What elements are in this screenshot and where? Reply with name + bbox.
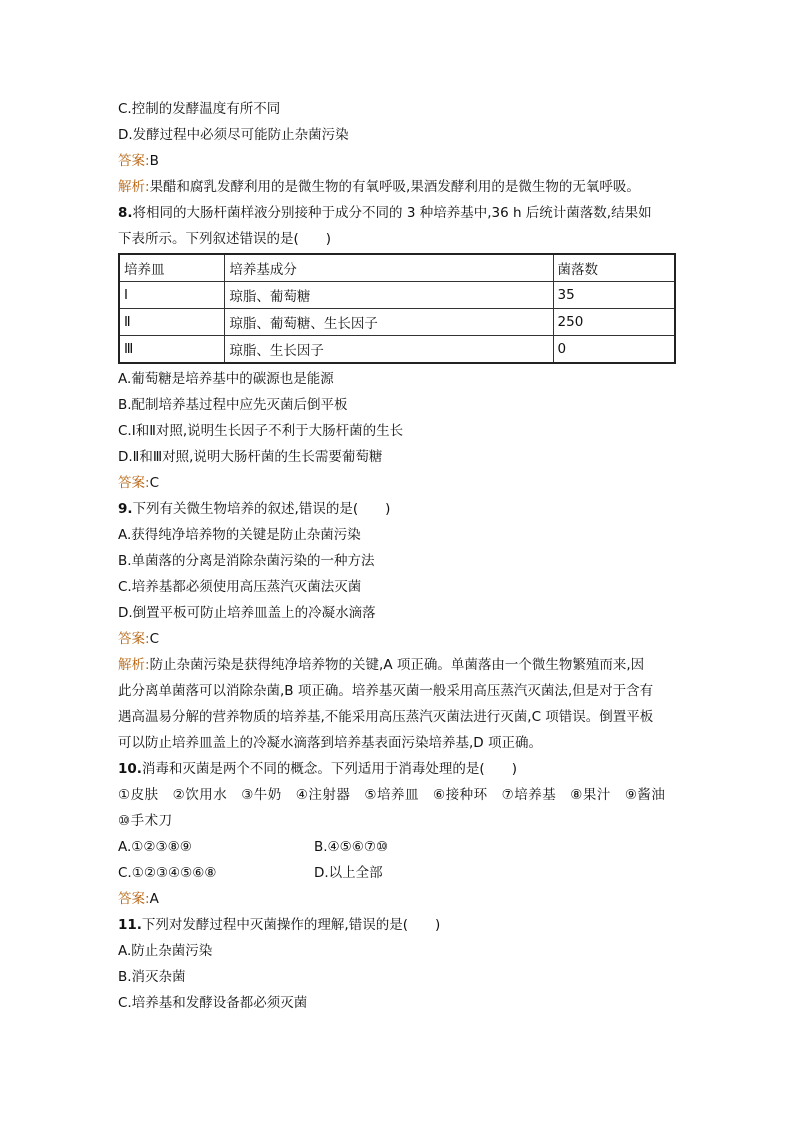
q10-items-line1: ①皮肤 ②饮用水 ③牛奶 ④注射器 ⑤培养皿 ⑥接种环 ⑦培养基 ⑧果汁 ⑨酱油 (118, 787, 666, 803)
table-cell: 0 (553, 336, 675, 364)
document-page (118, 96, 678, 1016)
q9-option-d: D.倒置平板可防止培养皿盖上的冷凝水滴落 (118, 605, 376, 621)
q10-stem (118, 756, 678, 782)
explain-text: 果醋和腐乳发酵利用的是微生物的有氧呼吸,果酒发酵利用的是微生物的无氧呼吸。 (149, 179, 640, 195)
q9-option-c: C.培养基都必须使用高压蒸汽灭菌法灭菌 (118, 579, 362, 595)
q11-option-b: B.消灭杂菌 (118, 969, 186, 985)
table-header-cell: 菌落数 (553, 254, 675, 282)
q10-options-row1 (118, 834, 678, 860)
table-cell: Ⅱ (119, 309, 225, 336)
stem-text: 下列有关微生物培养的叙述,错误的是( ) (132, 501, 391, 517)
q10-option-a: A.①②③⑧⑨ (118, 839, 192, 855)
q8-stem-line1 (118, 200, 678, 226)
q9-option-a: A.获得纯净培养物的关键是防止杂菌污染 (118, 527, 361, 543)
q8-option-d: D.Ⅱ和Ⅲ对照,说明大肠杆菌的生长需要葡萄糖 (118, 449, 383, 465)
table-row (119, 282, 675, 309)
answer-label: 答案: (118, 631, 150, 647)
culture-table (118, 253, 676, 364)
answer-value: A (149, 891, 159, 907)
table-header-cell: 培养皿 (119, 254, 225, 282)
question-number: 11. (118, 917, 142, 933)
q10-option-c: C.①②③④⑤⑥⑧ (118, 865, 217, 881)
q8-option-c: C.Ⅰ和Ⅱ对照,说明生长因子不利于大肠杆菌的生长 (118, 423, 404, 439)
table-cell: 35 (553, 282, 675, 309)
q7-answer (118, 148, 678, 174)
answer-label: 答案: (118, 153, 150, 169)
q11-option-a: A.防止杂菌污染 (118, 943, 213, 959)
table-row (119, 336, 675, 364)
q9-explanation-line2: 此分离单菌落可以消除杂菌,B 项正确。培养基灭菌一般采用高压蒸汽灭菌法,但是对于含有 (118, 683, 654, 699)
q9-explanation-line4: 可以防止培养皿盖上的冷凝水滴落到培养基表面污染培养基,D 项正确。 (118, 735, 542, 751)
q7-explanation (118, 174, 678, 200)
table-header-cell: 培养基成分 (225, 254, 553, 282)
q9-option-b: B.单菌落的分离是消除杂菌污染的一种方法 (118, 553, 375, 569)
stem-text: 消毒和灭菌是两个不同的概念。下列适用于消毒处理的是( ) (141, 761, 517, 777)
q8-stem-line2: 下表所示。下列叙述错误的是( ) (118, 231, 332, 247)
table-cell: Ⅰ (119, 282, 225, 309)
q8-option-a: A.葡萄糖是培养基中的碳源也是能源 (118, 371, 334, 387)
q10-options-row2 (118, 860, 678, 886)
q9-answer (118, 626, 678, 652)
answer-label: 答案: (118, 891, 150, 907)
table-cell: Ⅲ (119, 336, 225, 364)
table-cell: 琼脂、葡萄糖 (225, 282, 553, 309)
answer-value: B (149, 153, 159, 169)
question-number: 10. (118, 761, 142, 777)
answer-value: C (149, 631, 159, 647)
q11-stem (118, 912, 678, 938)
q9-explanation-line3: 遇高温易分解的营养物质的培养基,不能采用高压蒸汽灭菌法进行灭菌,C 项错误。倒置平板 (118, 709, 654, 725)
explain-label: 解析: (118, 179, 150, 195)
table-cell: 琼脂、生长因子 (225, 336, 553, 364)
explain-text: 防止杂菌污染是获得纯净培养物的关键,A 项正确。单菌落由一个微生物繁殖而来,因 (149, 657, 645, 673)
q10-option-b: B.④⑤⑥⑦⑩ (314, 839, 389, 855)
question-number: 8. (118, 205, 133, 221)
q10-option-d: D.以上全部 (314, 865, 383, 881)
q7-option-d: D.发酵过程中必须尽可能防止杂菌污染 (118, 127, 349, 143)
table-cell: 250 (553, 309, 675, 336)
q8-answer (118, 470, 678, 496)
explain-label: 解析: (118, 657, 150, 673)
q9-explanation-line1 (118, 652, 678, 678)
q11-option-c: C.培养基和发酵设备都必须灭菌 (118, 995, 308, 1011)
table-cell: 琼脂、葡萄糖、生长因子 (225, 309, 553, 336)
q8-option-b: B.配制培养基过程中应先灭菌后倒平板 (118, 397, 348, 413)
q10-items-line2: ⑩手术刀 (118, 813, 173, 829)
table-row (119, 309, 675, 336)
answer-value: C (149, 475, 159, 491)
q10-answer (118, 886, 678, 912)
q7-option-c: C.控制的发酵温度有所不同 (118, 101, 281, 117)
question-number: 9. (118, 501, 133, 517)
answer-label: 答案: (118, 475, 150, 491)
stem-text: 下列对发酵过程中灭菌操作的理解,错误的是( ) (141, 917, 441, 933)
stem-text: 将相同的大肠杆菌样液分别接种于成分不同的 3 种培养基中,36 h 后统计菌落数,结果如 (132, 205, 652, 221)
q9-stem (118, 496, 678, 522)
table-header-row (119, 254, 675, 282)
